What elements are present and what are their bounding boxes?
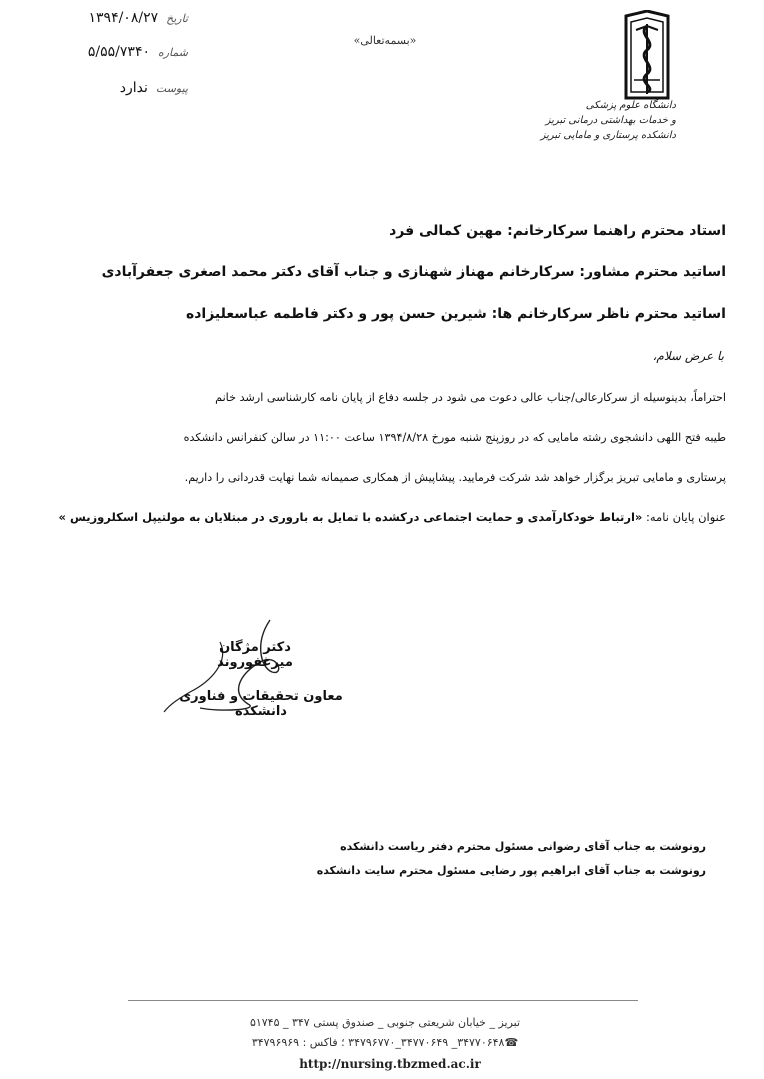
university-name-block	[526, 98, 676, 143]
cc-line: رونوشت به جناب آقای ابراهیم پور رضایی مسئول محترم سایت دانشکده	[316, 864, 706, 877]
footer-url[interactable]: http://nursing.tbzmed.ac.ir	[299, 1057, 481, 1071]
addressee-examiners: اساتید محترم ناظر سرکارخانم ها: شیرین حسن پور و دکتر فاطمه عباسعلیزاده	[185, 306, 726, 322]
number-value: ۵/۵۵/۷۳۴۰	[87, 44, 150, 60]
addressee-supervisor: استاد محترم راهنما سرکارخانم: مهین کمالی فرد	[389, 223, 726, 239]
date-label: تاریخ	[166, 12, 188, 25]
university-logo-icon	[622, 10, 672, 102]
thesis-title: «ارتباط خودکارآمدی و حمایت اجتماعی درکشده با تمایل به باروری در مبتلایان به مولتیپل اسکلروزیس »	[58, 510, 643, 524]
footer-phones: ☎۳۴۷۷۰۶۴۸_ ۳۴۷۷۰۶۴۹_۳۴۷۹۶۷۷۰ ؛ فاکس : ۳۴۷۹۶۹۶۹	[251, 1036, 519, 1049]
attachment-value: ندارد	[119, 80, 148, 96]
number-row	[58, 44, 188, 60]
footer-divider	[128, 1000, 638, 1001]
number-label: شماره	[157, 46, 188, 59]
body-line: طیبه فتح اللهی دانشجوی رشته مامایی که در روزپنج شنبه مورخ ۱۳۹۴/۸/۲۸ ساعت ۱۱:۰۰ در سالن کنفرانس دانشکده	[183, 431, 726, 444]
attachment-label: پیوست	[155, 82, 188, 95]
footer-address: تبریز _ خیابان شریعتی جنوبی _ صندوق پستی ۳۴۷ _ ۵۱۷۴۵	[249, 1016, 521, 1029]
body-line: احتراماً، بدینوسیله از سرکارعالی/جناب عالی دعوت می شود در جلسه دفاع از پایان نامه کارشناسی ارشد خانم	[215, 391, 726, 404]
signatory-title: معاون تحقیقات و فناوری دانشکده	[179, 689, 343, 719]
logo-text-line: دانشگاه علوم پزشکی	[585, 100, 676, 111]
date-value: ۱۳۹۴/۰۸/۲۷	[88, 10, 159, 26]
logo-text-line: و خدمات بهداشتی درمانی تبریز	[545, 115, 676, 126]
signatory-name: دکتر مژگان میرغفوروند	[217, 640, 293, 670]
thesis-label: عنوان پایان نامه:	[642, 510, 726, 524]
addressee-advisors: اساتید محترم مشاور: سرکارخانم مهناز شهنازی و جناب آقای دکتر محمد اصغری جعفرآبادی	[101, 264, 726, 280]
salutation: با عرض سلام،	[652, 349, 724, 363]
attachment-row	[72, 80, 188, 96]
thesis-title-line	[26, 510, 726, 524]
date-row	[58, 10, 188, 26]
logo-text-line: دانشکده پرستاری و مامایی تبریز	[540, 130, 676, 141]
bismillah: «بسمه‌تعالی»	[353, 34, 417, 47]
body-line: پرستاری و مامایی تبریز برگزار خواهد شد شرکت فرمایید. پیشاپیش از همکاری صمیمانه شما نهایت قدردانی را داریم.	[184, 471, 726, 484]
cc-line: رونوشت به جناب آقای رضوانی مسئول محترم دفتر ریاست دانشکده	[340, 840, 706, 853]
